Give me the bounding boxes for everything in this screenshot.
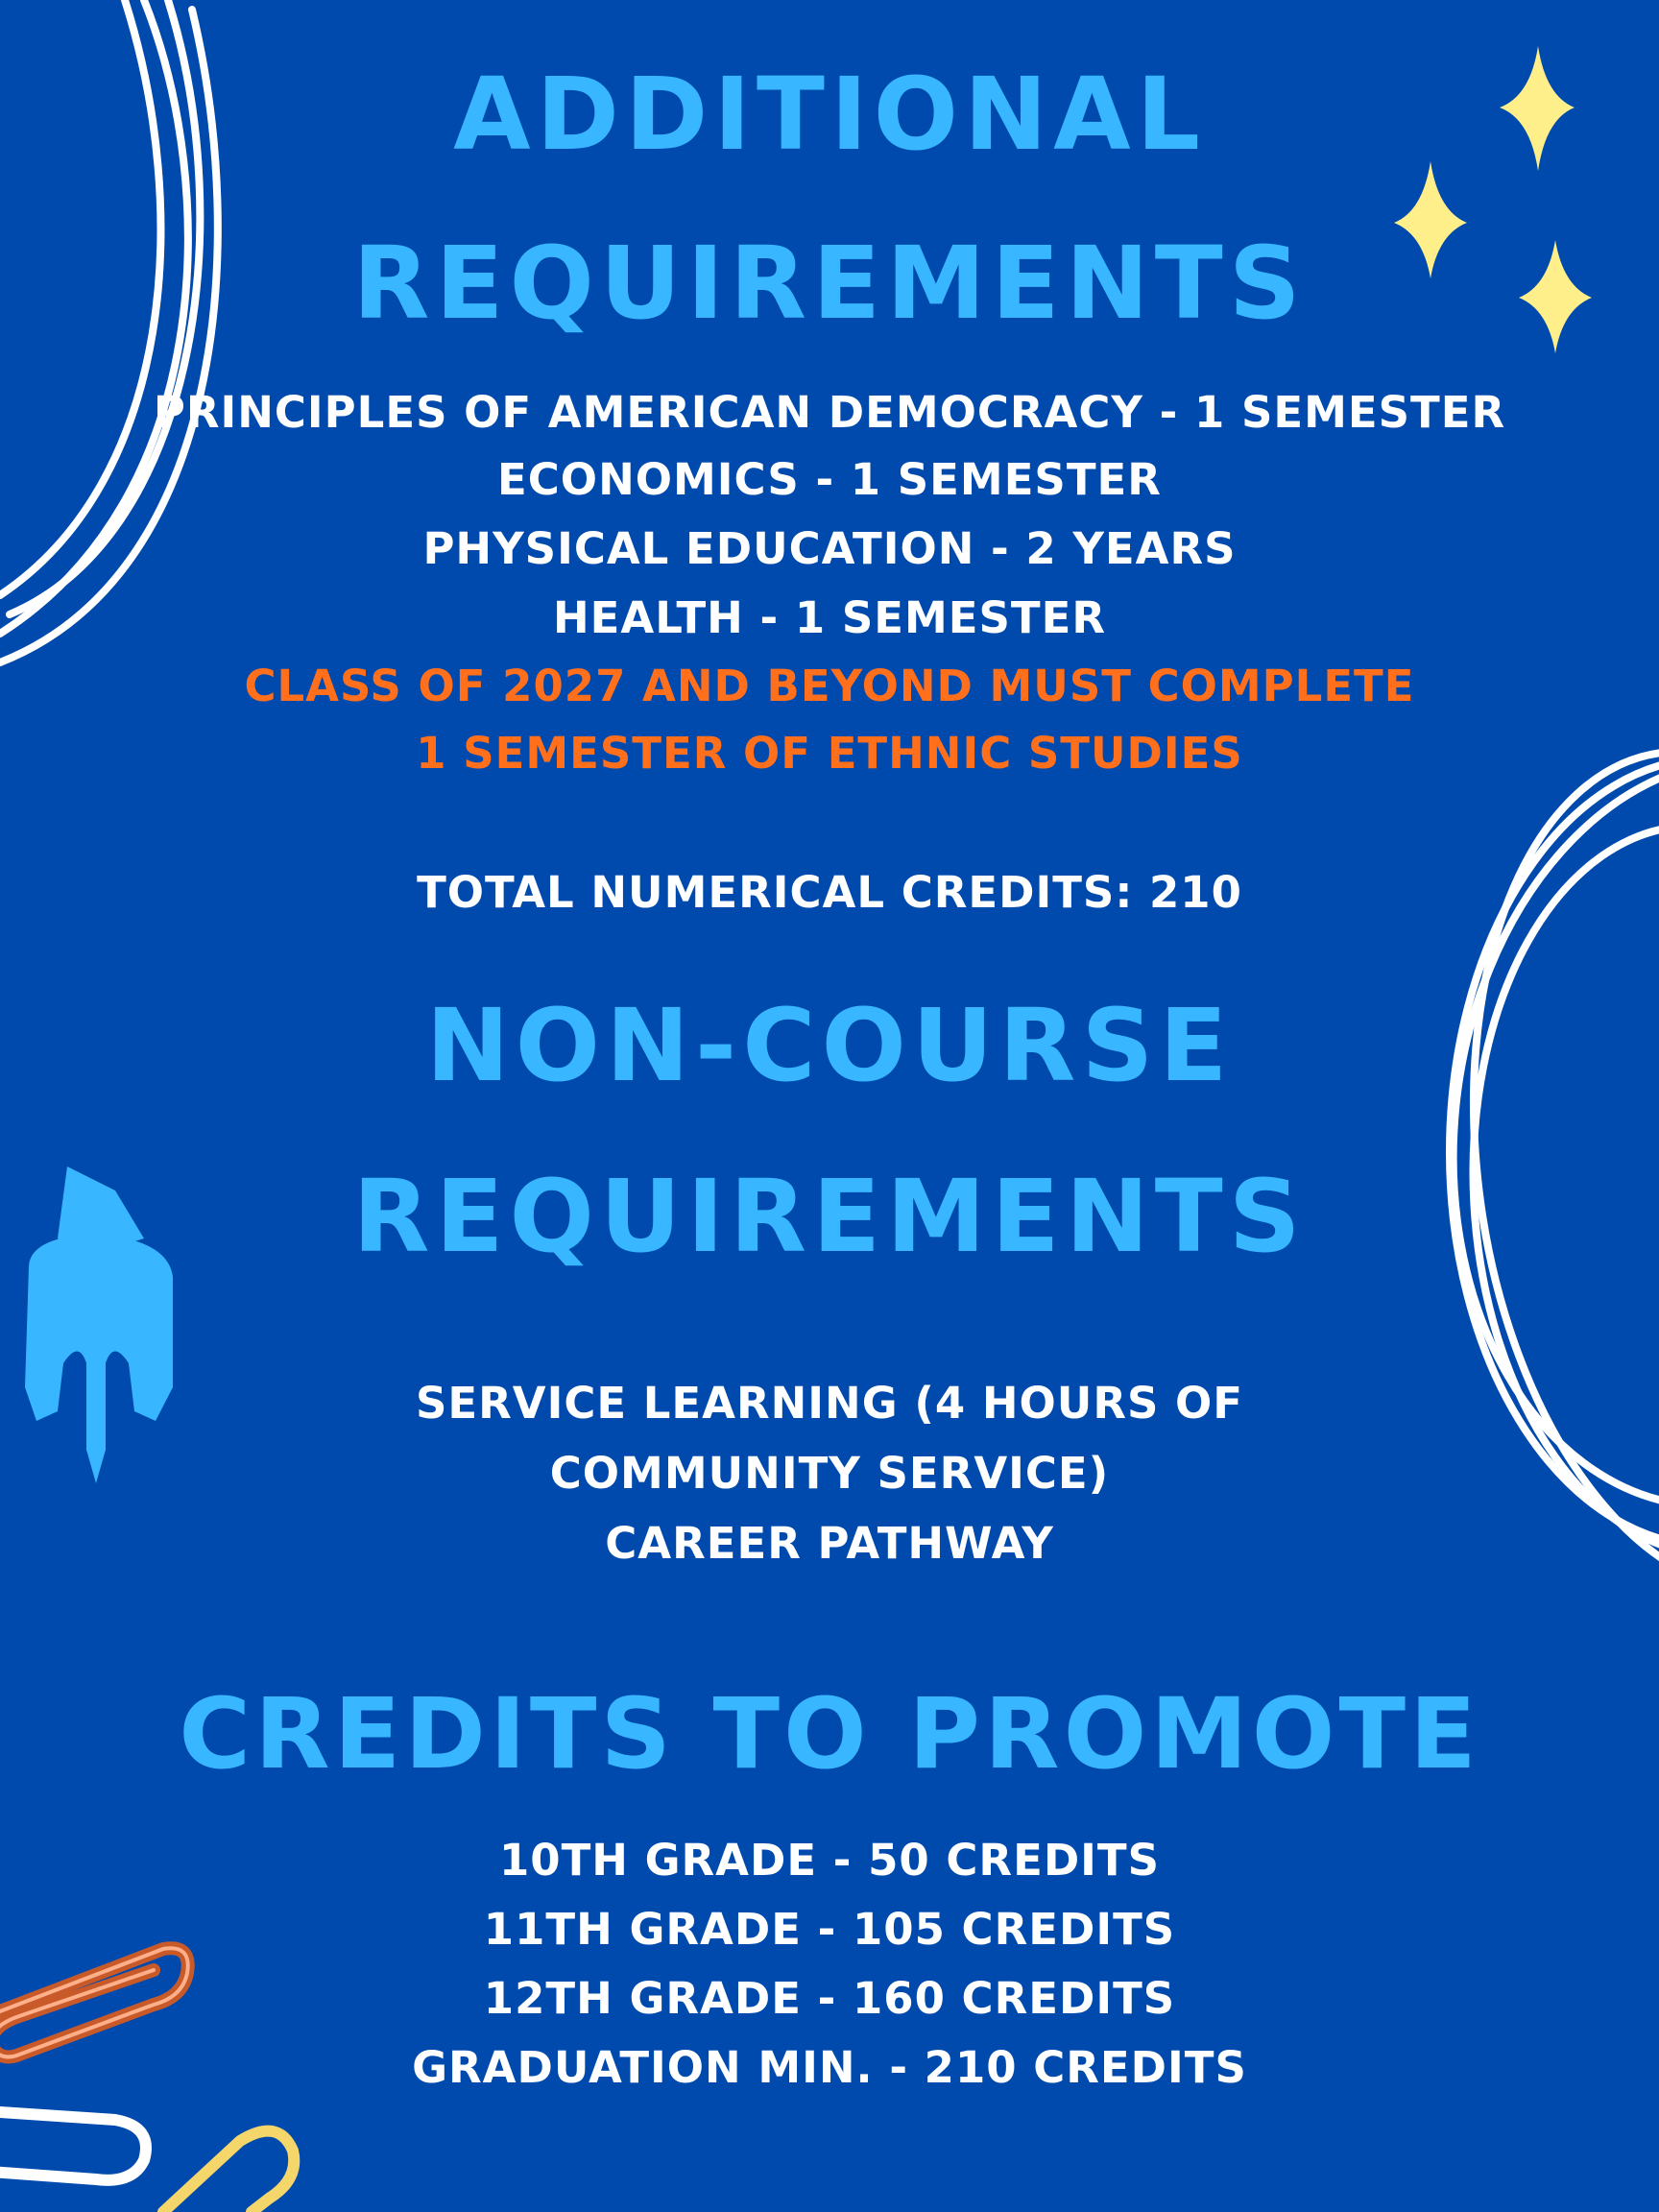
noncourse-item: CAREER PATHWAY xyxy=(605,1518,1054,1569)
noncourse-title-line1: NON-COURSE xyxy=(425,987,1234,1104)
promote-item: 10TH GRADE - 50 CREDITS xyxy=(498,1835,1161,1886)
noncourse-item: SERVICE LEARNING (4 HOURS OF xyxy=(415,1378,1244,1429)
additional-item: PHYSICAL EDUCATION - 2 YEARS xyxy=(422,523,1237,574)
promote-title: CREDITS TO PROMOTE xyxy=(179,1677,1480,1791)
promote-item: 11TH GRADE - 105 CREDITS xyxy=(483,1904,1176,1955)
additional-title-line2: REQUIREMENTS xyxy=(352,225,1307,342)
additional-item: PRINCIPLES OF AMERICAN DEMOCRACY - 1 SEMESTER xyxy=(153,387,1506,438)
noncourse-item: COMMUNITY SERVICE) xyxy=(549,1448,1110,1499)
ethnic-studies-note-line1: CLASS OF 2027 AND BEYOND MUST COMPLETE xyxy=(244,661,1415,711)
additional-item: ECONOMICS - 1 SEMESTER xyxy=(497,454,1162,505)
noncourse-title-line2: REQUIREMENTS xyxy=(352,1158,1307,1275)
promote-item: 12TH GRADE - 160 CREDITS xyxy=(483,1973,1176,2024)
total-credits: TOTAL NUMERICAL CREDITS: 210 xyxy=(417,867,1242,918)
promote-item: GRADUATION MIN. - 210 CREDITS xyxy=(412,2042,1247,2093)
additional-title-line1: ADDITIONAL xyxy=(453,56,1206,173)
ethnic-studies-note-line2: 1 SEMESTER OF ETHNIC STUDIES xyxy=(416,728,1243,779)
additional-item: HEALTH - 1 SEMESTER xyxy=(553,592,1106,643)
